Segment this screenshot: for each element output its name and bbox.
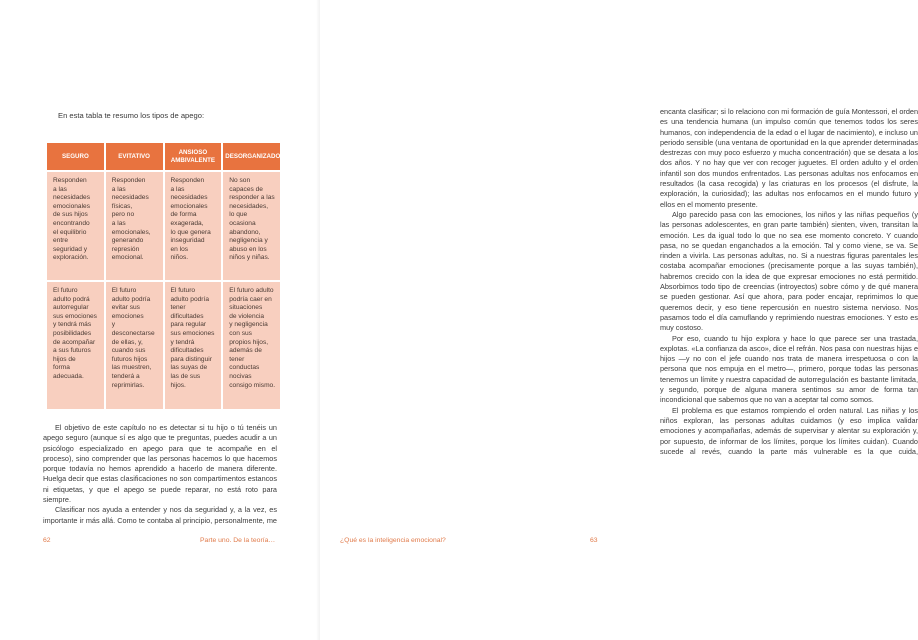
table-header-row [47,143,280,170]
running-head-right: ¿Qué es la inteligencia emocional? [340,537,446,544]
left-page [0,0,320,640]
header-desorganizado: DESORGANIZADO [223,143,280,170]
header-ansioso-ambivalente: ANSIOSO AMBIVALENTE [165,143,222,170]
table-cell: Responden a las necesidades emocionales de forma exagerada, lo que genera inseguridad en los niños. [165,172,222,280]
table-row [47,282,280,409]
paragraph: Algo parecido pasa con las emociones, los niños y las niñas pequeños (y las personas adolescentes, en gran parte también) sienten, viven, transitan la emoción. Les da igual todo lo que no sea ese momento concreto. Y cuando pasa, no se quedan enganchados a la emoción. Tal y como viene, se va. Se rinden a vivirla. Las personas adultas, no. Si a nuestras figuras parentales les costaba acompañar emociones (precisamente porque a las suyas también), habremos crecido con la idea de que expresar emociones no está permitido. Absorbimos todo tipo de creencias (introyectos) sobre cómo y de qué manera se pueden gestionar. Así que ahora, para poder encajar, reprimimos lo que queremos decir, y eso tiene repercusión en nuestro sistema nervioso. Nos pasamos todo el día camuflando y reprimiendo nuestras emociones. Y esto es muy costoso. [660,209,918,333]
table-cell: El futuro adulto podrá autorregular sus emociones y tendrá más posibilidades de acompañar a sus futuros hijos de forma adecuada. [47,282,104,409]
right-page [320,0,918,640]
table-cell: El futuro adulto podría evitar sus emociones y desconectarse de ellas, y, cuando sus futuros hijos las muestren, tenderá a reprimirlas. [106,282,163,409]
paragraph: encanta clasificar; si lo relaciono con mi formación de guía Montessori, el orden es una tendencia humana (un impulso común que tenemos todos los seres humanos, con independencia de la edad o el lugar de nacimiento), e incluso un periodo sensible (una ventana de oportunidad en la que aprender determinadas destrezas con muy poco esfuerzo y mucha concentración) que se desata a los dos años. Y no hay que ver con recoger juguetes. El orden adulto y el orden infantil son dos mundos enfrentados. Las personas adultas nos enfocamos en resultados (la casa recogida) y las criaturas en los procesos (el disfrute, la exploración, la curiosidad); las adultas nos enfocamos en el mundo futuro y ellos en el momento presente. [660,107,918,209]
left-body-text [43,423,277,526]
paragraph: Clasificar nos ayuda a entender y nos da seguridad y, a la vez, es importante ir más allá. Como te contaba al principio, personalmente, me [43,505,277,525]
right-body-text [660,107,918,457]
page-number-right: 63 [590,537,598,544]
table-cell: El futuro adulto podría caer en situaciones de violencia y negligencia con sus propios hijos, además de tener conductas nocivas consigo mismo. [223,282,280,409]
paragraph: El objetivo de este capítulo no es detectar si tu hijo o tú tenéis un apego seguro (aunque sí es algo que te preguntas, puedes acudir a un psicólogo especializado en apego para que te acompañe en el proceso), sino comprender que las personas hacemos lo que hacemos porque todavía no hemos aprendido a hacerlo de manera diferente. Huelga decir que estas clasificaciones no son compartimentos estancos ni etiquetas, y que el apego se puede reparar, no está roto para siempre. [43,423,277,505]
paragraph: Por eso, cuando tu hijo explora y hace lo que parece ser una trastada, explotas. «La confianza da asco», dice el refrán. Nos pasa con nuestras hijas e hijos —y no con el jefe cuando nos trata de manera irrespetuosa o con la persona que nos empuja en el metro—, primero, porque todas las personas tenemos un límite y nuestra capacidad de autorregulación es bastante limitada, y segundo, porque de alguna manera sentimos su amor de forma tan incondicional que sabemos que no van a aceptar tal como somos. [660,333,918,405]
paragraph: El problema es que estamos rompiendo el orden natural. Las niñas y los niños exploran, las personas adultas cuidamos (y eso implica validar emociones y acompañarlas, además de supervisar y alentar su exploración y, por supuesto, de informar de los límites, porque los límites cuidan). Cuando sucede al revés, cuando la parte más vulnerable es la que cuida, [660,405,918,456]
table-cell: El futuro adulto podría tener dificultades para regular sus emociones y tendrá dificultades para distinguir las suyas de las de sus hijos. [165,282,222,409]
header-seguro: SEGURO [47,143,104,170]
header-evitativo: EVITATIVO [106,143,163,170]
table-intro: En esta tabla te resumo los tipos de apego: [58,111,205,120]
running-head-left: Parte uno. De la teoría… [200,537,276,544]
table-cell: Responden a las necesidades físicas, pero no a las emocionales, generando represión emocional. [106,172,163,280]
attachment-types-table [45,141,282,411]
table-cell: Responden a las necesidades emocionales de sus hijos encontrando el equilibrio entre seguridad y exploración. [47,172,104,280]
page-number-left: 62 [43,537,51,544]
table-cell: No son capaces de responder a las necesidades, lo que ocasiona abandono, negligencia y abuso en los niños y niñas. [223,172,280,280]
table-row [47,172,280,280]
